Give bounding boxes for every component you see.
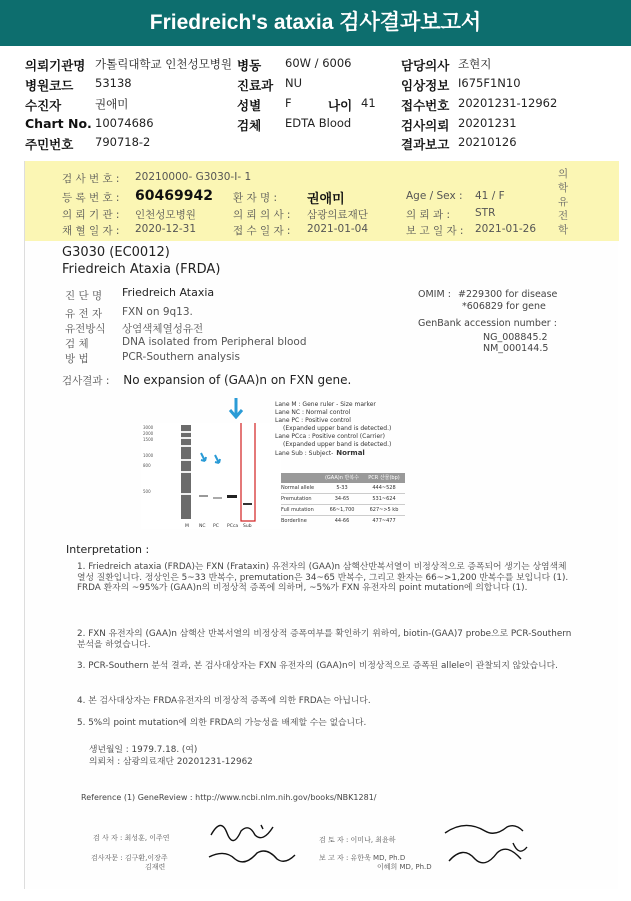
report-patient-value: 권애미 [307, 192, 345, 207]
pcca-band [227, 495, 237, 498]
legend-line: (Expanded upper band is detected.) [283, 425, 392, 432]
gel-background [141, 423, 281, 529]
sex-label: 성별 [237, 98, 262, 113]
tester-signature [201, 813, 301, 873]
genbank-2: NM_000144.5 [483, 343, 549, 354]
patient-value: 권애미 [95, 97, 129, 111]
id-label: 주민번호 [25, 137, 74, 152]
dept-label: 진료과 [237, 78, 274, 93]
lane-label: PC [213, 524, 219, 529]
lane-label: Sub [243, 524, 252, 529]
ladder-label: 1000 [143, 453, 154, 458]
marker-band [181, 431, 191, 433]
code-value: 53138 [95, 76, 132, 90]
ward-label: 병동 [237, 58, 262, 73]
agesex-value: 41 / F [475, 190, 505, 202]
side-char: 유 [558, 196, 569, 208]
ladder-label: 1500 [143, 437, 154, 442]
interpretation-p2: 2. FXN 유전자의 (GAA)n 삼핵산 반복서열의 비정상적 증폭여부를 확인하기 위하여, biotin-(GAA)7 probe으로 PCR-Southern 분석을 하였습니다. [77, 629, 572, 650]
side-char: 학 [558, 182, 569, 194]
diag-label: 진 단 명 [65, 290, 103, 302]
reg-label: 등 록 번 호 : [62, 192, 120, 204]
gene-label: 유 전 자 [65, 308, 103, 320]
ladder-label: 800 [143, 463, 151, 468]
req-no-label: 검 사 번 호 : [62, 173, 120, 185]
reference-line: Reference (1) GeneReview : http://www.ncbi.nlm.nih.gov/books/NBK1281/ [81, 793, 377, 802]
report-patient-label: 환 자 명 : [233, 192, 277, 204]
marker-band [181, 471, 191, 473]
lane-label: PCca [227, 524, 239, 529]
reviewer-signature [435, 813, 535, 875]
collect-value: 2020-12-31 [135, 223, 197, 235]
inherit-label: 유전방식 [65, 323, 106, 335]
omim-gene: *606829 for gene [462, 301, 546, 312]
responsible-label-2: 김재련 [145, 863, 166, 871]
interpretation-p3: 3. PCR-Southern 분석 결과, 본 검사대상자는 FXN 유전자의 (GAA)n이 비정상적으로 증폭된 allele이 관찰되지 않았습니다. [77, 661, 558, 671]
ladder-label: 500 [143, 489, 151, 494]
specimen-info-value: DNA isolated from Peripheral blood [122, 336, 307, 348]
patient-header [0, 52, 631, 152]
sex-value: F [285, 96, 292, 110]
responsible-label: 검사자문 : 김구환,이장주 [91, 854, 168, 862]
ward-value: 60W / 6006 [285, 56, 352, 70]
agesex-label: Age / Sex : [406, 190, 463, 202]
legend-line: Lane PC : Positive control [275, 417, 351, 424]
repeat-table-header: (GAA)n 반복수 PCR 산물(bp) [281, 473, 405, 483]
code-label: 병원코드 [25, 78, 74, 93]
chart-value: 10074686 [95, 116, 154, 130]
specimen-label: 검체 [237, 118, 262, 133]
reviewer-label: 검 토 자 : 이미나, 최윤하 [319, 836, 396, 844]
report-doctor-label: 의 뢰 의 사 : [233, 209, 291, 221]
gene-value: FXN on 9q13. [122, 306, 193, 318]
id-value: 790718-2 [95, 135, 151, 149]
marker-band [181, 437, 191, 439]
method-label: 방 법 [65, 353, 89, 365]
result-line [62, 373, 351, 388]
req-no-value: 20210000- G3030-I- 1 [135, 171, 252, 183]
repeat-table-row: Normal allele 5-33 444~528 [281, 483, 405, 494]
gel-image [141, 423, 281, 529]
repeat-table-row: Borderline 44-66 477~477 [281, 518, 396, 524]
hospital-label: 의뢰기관명 [25, 58, 86, 73]
lane-label: NC [199, 524, 206, 529]
side-char: 학 [558, 224, 569, 236]
ladder-label: 3000 [143, 425, 154, 430]
sub-band [243, 503, 252, 505]
repeat-table-row: Full mutation 66~1,700 627~>5 kb [281, 505, 405, 516]
report-date-value: 20210126 [458, 135, 517, 149]
clinical-label: 임상정보 [401, 78, 450, 93]
genbank-label: GenBank accession number : [418, 318, 557, 329]
test-name: Friedreich Ataxia (FRDA) [62, 262, 221, 277]
doctor-value: 조현지 [458, 57, 492, 71]
marker-band [181, 459, 191, 461]
reg-value: 60469942 [135, 188, 213, 204]
clinical-value: I675F1N10 [458, 76, 521, 90]
method-value: PCR-Southern analysis [122, 351, 240, 363]
specimen-info-label: 검 체 [65, 338, 89, 350]
inst-value: 인천성모병원 [135, 209, 196, 221]
omim-label: OMIM : [418, 289, 451, 300]
legend-line: (Expanded upper band is detected.) [283, 441, 392, 448]
legend-line: Lane M : Gene ruler - Size marker [275, 401, 376, 408]
result-value: No expansion of (GAA)n on FXN gene. [123, 373, 352, 387]
repeat-table-row: Premutation 34-65 531~624 [281, 494, 405, 505]
side-department-label [558, 167, 572, 237]
reportdate-label: 보 고 일 자 : [406, 225, 464, 237]
specimen-value: EDTA Blood [285, 116, 352, 130]
reporter-label: 보 고 자 : 유한욱 MD, Ph.D [319, 854, 406, 862]
reporter-label-2: 이혜희 MD, Ph.D [377, 863, 432, 871]
repeat-table [281, 473, 405, 527]
request-value: 20201231 [458, 116, 517, 130]
request-label: 검사의뢰 [401, 118, 450, 133]
lane-label: M [185, 524, 189, 529]
report-date-label: 결과보고 [401, 137, 450, 152]
patient-label: 수진자 [25, 98, 62, 113]
received-label: 접 수 일 자 : [233, 225, 291, 237]
marker-band [181, 445, 191, 447]
diag-value: Friedreich Ataxia [122, 286, 215, 299]
omim-disease: #229300 for disease [458, 289, 558, 300]
report-doctor-value: 삼광의료재단 [307, 209, 368, 221]
scanned-report [24, 161, 618, 889]
report-dept-value: STR [475, 207, 496, 219]
result-label: 검사결과 : [62, 375, 110, 387]
date-of-birth: 생년월일 : 1979.7.18. (여) [89, 745, 198, 755]
interpretation-p4: 4. 본 검사대상자는 FRDA유전자의 비정상적 증폭에 의한 FRDA는 아닙니다. [77, 696, 371, 706]
dept-value: NU [285, 76, 303, 90]
report-dept-label: 의 뢰 과 : [406, 209, 450, 221]
received-value: 2021-01-04 [307, 223, 369, 235]
age-value: 41 [361, 96, 376, 110]
marker-band [181, 493, 191, 495]
legend-line: Lane Sub : Subject- Normal [275, 449, 365, 457]
report-title: Friedreich's ataxia 검사결과보고서 [0, 0, 631, 46]
receipt-label: 접수번호 [401, 98, 450, 113]
reportdate-value: 2021-01-26 [475, 223, 537, 235]
gel-legend [275, 401, 391, 458]
doctor-label: 담당의사 [401, 58, 450, 73]
interpretation-p1: 1. Friedreich ataxia (FRDA)는 FXN (Frataxin) 유전자의 (GAA)n 삼핵산반복서열이 비정상적으로 증폭되어 생기는 상염색체 열성 질환입니다. 정상인은 5~33 반복수, premutation은 34~65 반복수, 그리고 환자는 66~>1,200 반복수를 보입니다 (1). FRDA 환자의 ~95%가 (GAA)n의 비정상적 증폭에 의하며, ~5%가 FXN 유전자의 point mutation에 의합니다 (1). [77, 562, 569, 593]
subject-arrow-icon [228, 397, 244, 419]
side-char: 전 [558, 210, 569, 222]
interpretation-p5: 5. 5%의 point mutation에 의한 FRDA의 가능성을 배제할 수는 없습니다. [77, 718, 367, 728]
pc-band [213, 497, 222, 499]
side-char: 의 [558, 168, 569, 180]
inherit-value: 상염색체열성유전 [122, 323, 204, 335]
age-label: 나이 [328, 98, 353, 113]
nc-band [199, 495, 208, 497]
ladder-label: 2000 [143, 431, 154, 436]
legend-line: Lane NC : Normal control [275, 409, 351, 416]
hospital-value: 가톨릭대학교 인천성모병원 [95, 57, 232, 71]
inst-label: 의 뢰 기 관 : [62, 209, 120, 221]
legend-line: Lane PCca : Positive control (Carrier) [275, 433, 385, 440]
chart-label: Chart No. [25, 116, 92, 131]
collect-label: 채 혈 일 자 : [62, 225, 120, 237]
receipt-value: 20201231-12962 [458, 96, 558, 110]
institution-line: 의뢰처 : 삼광의료재단 20201231-12962 [89, 757, 253, 767]
test-code: G3030 (EC0012) [62, 245, 170, 260]
tester-label: 검 사 자 : 최성훈, 이주연 [93, 834, 170, 842]
genbank-1: NG_008845.2 [483, 332, 548, 343]
interpretation-title: Interpretation : [66, 543, 150, 556]
